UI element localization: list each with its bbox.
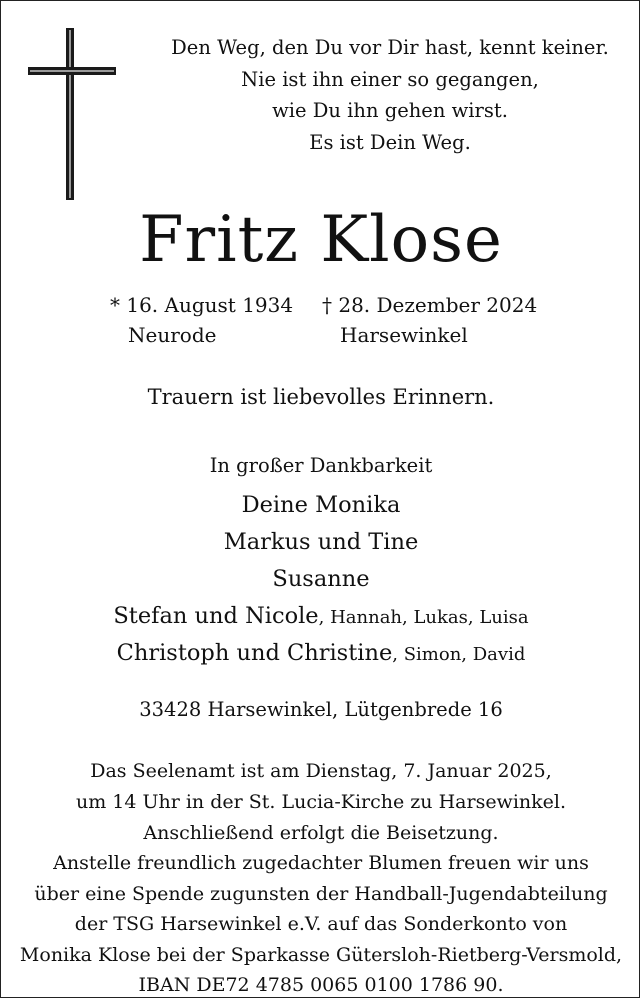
family-line	[0, 524, 642, 562]
birth-date: * 16. August 1934	[110, 293, 294, 317]
family-names: Stefan und Nicole	[113, 603, 319, 629]
family-line	[0, 598, 642, 636]
donation-line: über eine Spende zugunsten der Handball-Jugendabteilung	[34, 882, 608, 905]
service-line: um 14 Uhr in der St. Lucia-Kirche zu Harsewinkel.	[75, 790, 567, 813]
family-extra: , Hannah, Lukas, Luisa	[318, 607, 529, 628]
family-extra: , Simon, David	[392, 644, 526, 665]
donation-line: Anstelle freundlich zugedachter Blumen freuen wir uns	[53, 852, 589, 874]
death-block	[322, 290, 537, 350]
family-names: Deine Monika	[241, 492, 401, 518]
birth-block	[110, 290, 293, 350]
family-line	[0, 561, 642, 599]
family-names: Susanne	[272, 566, 370, 592]
verse-line: Nie ist ihn einer so gegangen,	[241, 67, 539, 91]
deceased-name: Fritz Klose	[139, 203, 503, 277]
donation-line: der TSG Harsewinkel e.V. auf das Sonderkonto von	[74, 913, 568, 935]
donation-line: IBAN DE72 4785 0065 0100 1786 90.	[138, 974, 504, 996]
service-info	[0, 756, 642, 817]
death-place: Harsewinkel	[340, 323, 468, 347]
verse-line: Den Weg, den Du vor Dir hast, kennt keiner.	[171, 36, 609, 59]
verse-line: wie Du ihn gehen wirst.	[272, 99, 508, 122]
burial-info: Anschließend erfolgt die Beisetzung.	[143, 822, 499, 844]
donation-line: Monika Klose bei der Sparkasse Gütersloh-Rietberg-Versmold,	[19, 943, 623, 966]
death-date: † 28. Dezember 2024	[322, 293, 538, 317]
family-line	[0, 635, 642, 673]
birth-place: Neurode	[128, 323, 217, 347]
family-line	[0, 487, 642, 525]
donation-info	[0, 848, 642, 1001]
family-names: Markus und Tine	[223, 529, 419, 555]
thanks-intro: In großer Dankbarkeit	[209, 454, 433, 477]
verse	[150, 32, 630, 158]
address: 33428 Harsewinkel, Lütgenbrede 16	[139, 698, 503, 721]
family-names: Christoph und Christine	[116, 640, 393, 666]
cross-icon	[28, 28, 116, 200]
motto: Trauern ist liebevolles Erinnern.	[147, 385, 495, 409]
service-line: Das Seelenamt ist am Dienstag, 7. Januar 2025,	[90, 760, 552, 782]
verse-line: Es ist Dein Weg.	[309, 130, 471, 154]
